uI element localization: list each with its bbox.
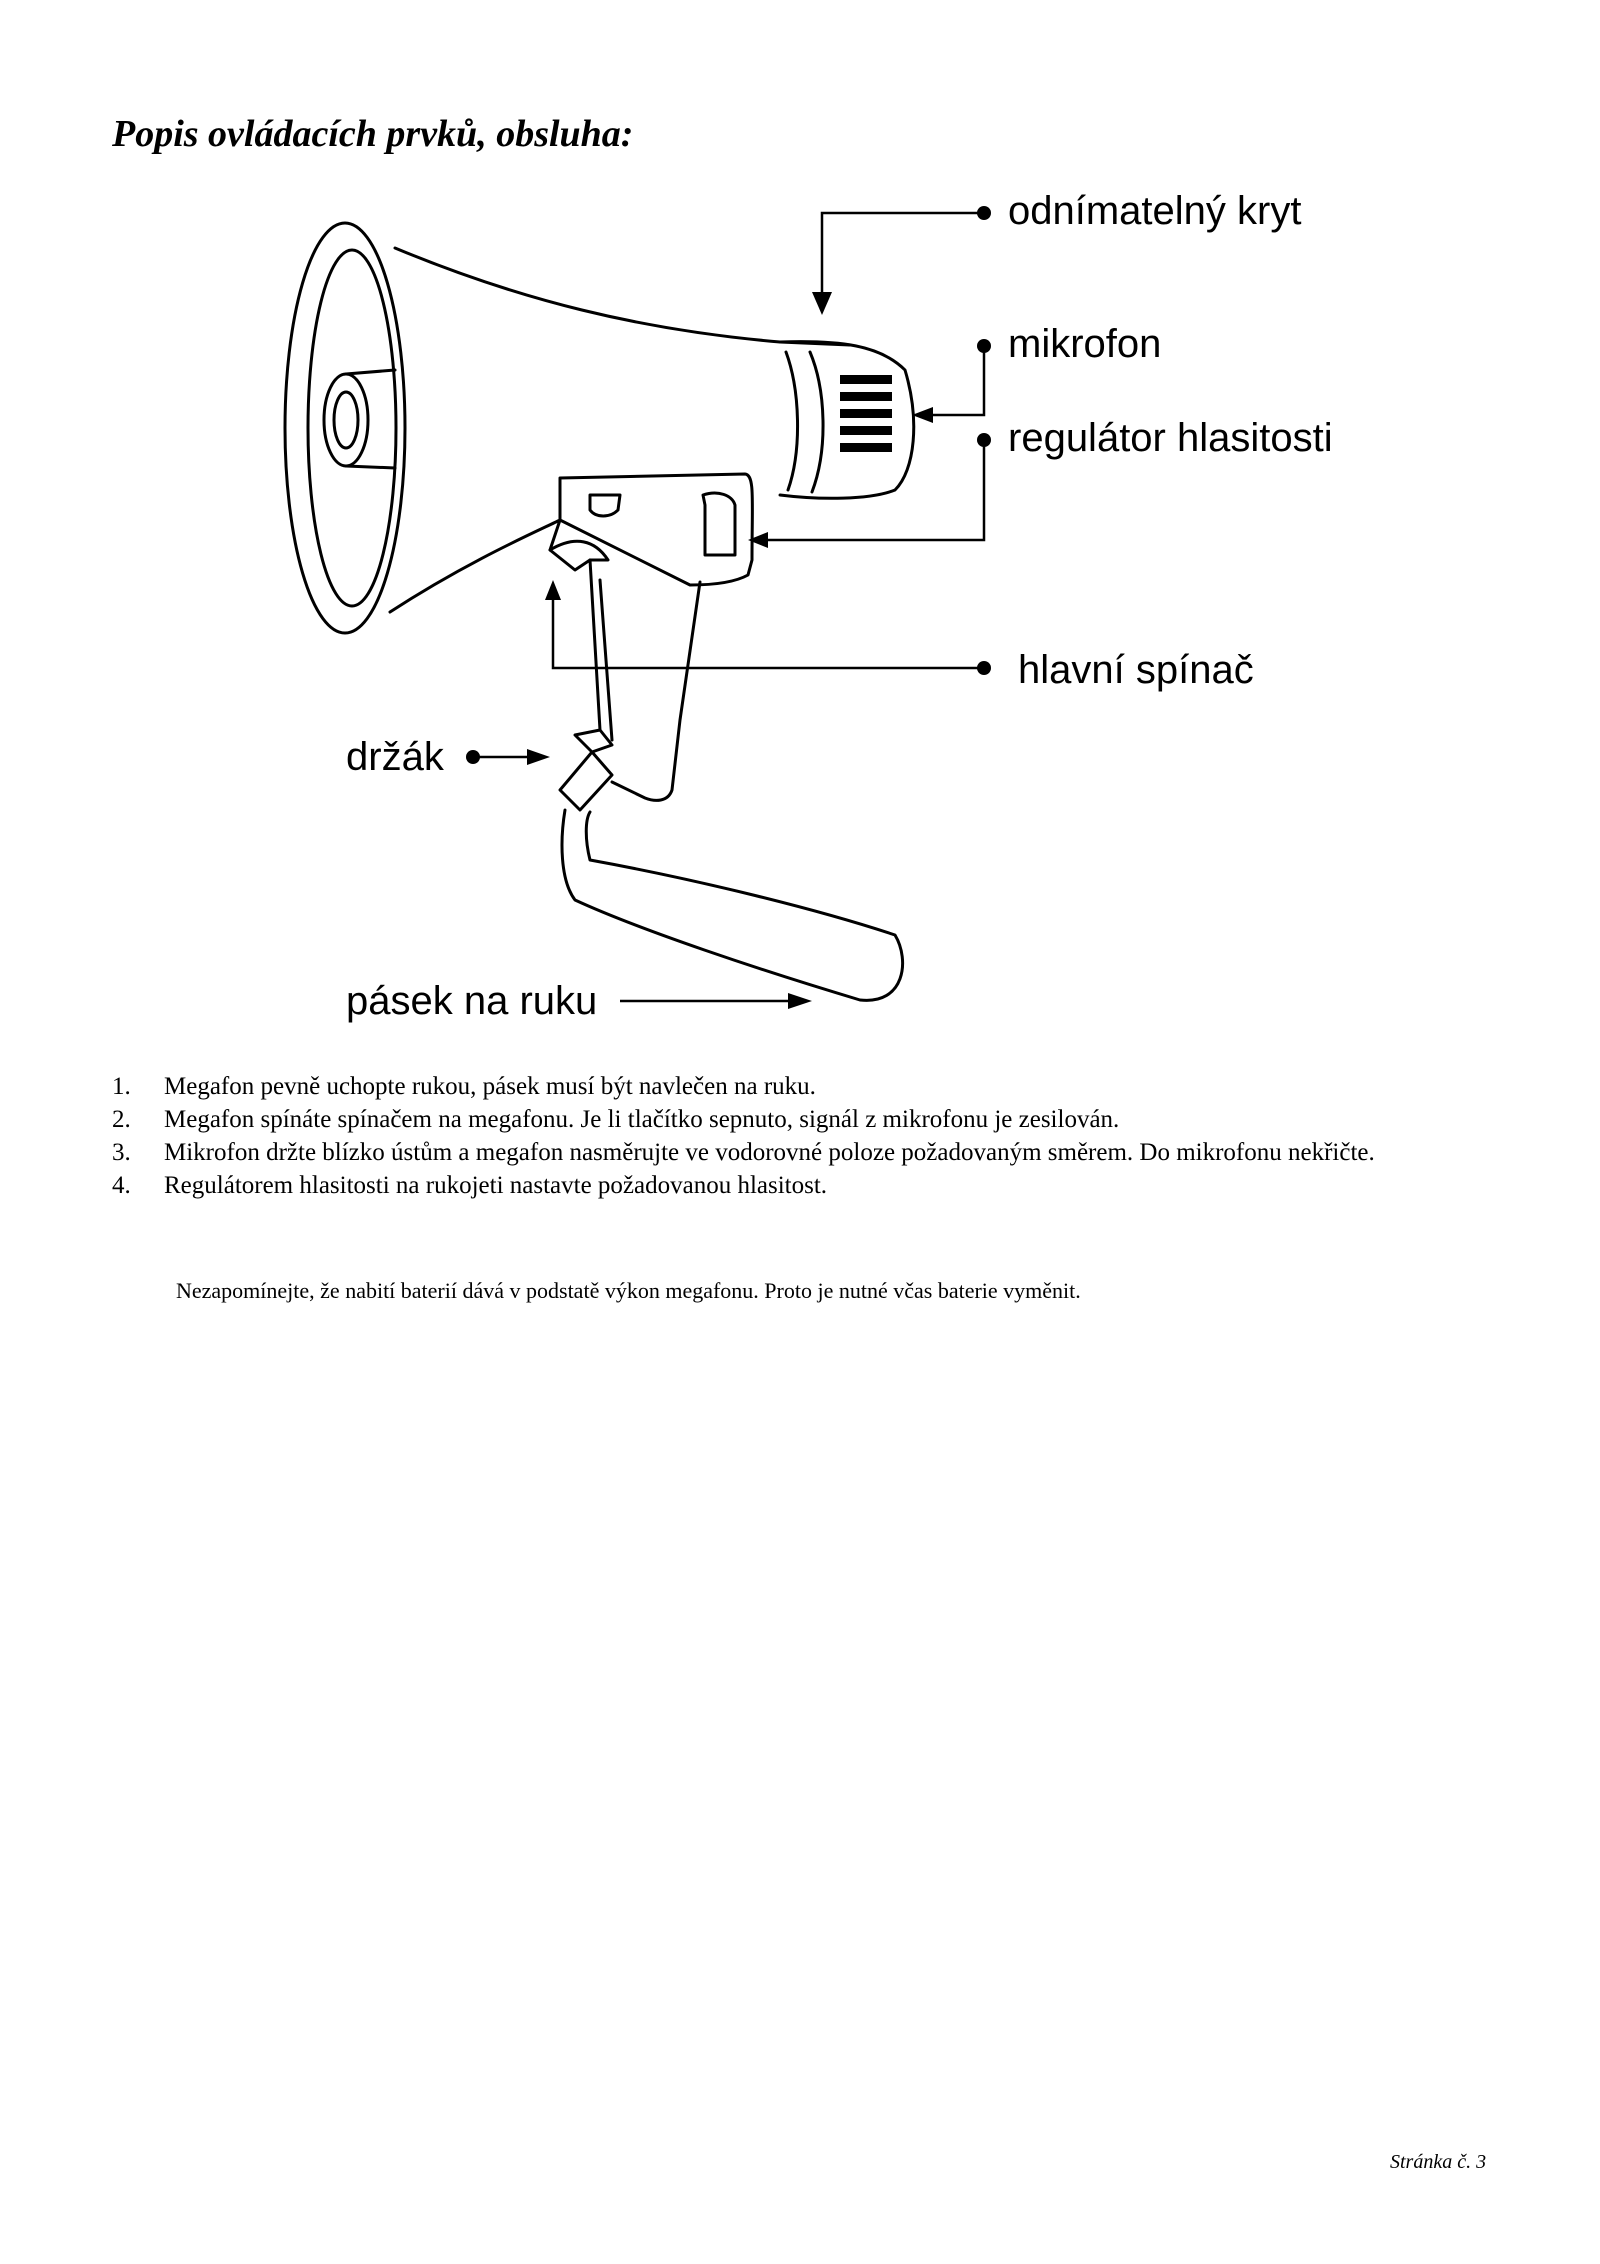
microphone-callout-dot [977, 339, 991, 353]
volume-callout-dot [977, 433, 991, 447]
switch-arrow-icon [545, 580, 561, 600]
step-number: 1. [112, 1073, 131, 1100]
throat-outer [324, 374, 368, 466]
list-item [112, 1103, 1512, 1136]
battery-note: Nezapomínejte, že nabití baterií dává v podstatě výkon megafonu. Proto je nutné včas baterie vyměnit. [176, 1278, 1081, 1303]
throat-inner [334, 392, 358, 448]
wrist-strap [562, 810, 903, 1000]
rear-housing [780, 342, 914, 499]
step-number: 2. [112, 1106, 131, 1133]
handle-housing [560, 474, 752, 585]
microphone-grille-icon [840, 375, 892, 452]
list-item [112, 1169, 1512, 1202]
grip [612, 582, 700, 800]
cover-arrow-icon [812, 292, 832, 315]
label-main-switch: hlavní spínač [1018, 648, 1254, 692]
page-heading: Popis ovládacích prvků, obsluha: [112, 113, 634, 155]
step-text: Mikrofon držte blízko ústům a megafon nasměrujte ve vodorovné poloze požadovaným směrem. Do mikrofonu nekřičte. [164, 1139, 1375, 1166]
holder-clip [560, 730, 612, 810]
list-item [112, 1136, 1512, 1169]
label-holder: držák [346, 735, 444, 779]
list-item [112, 1070, 1512, 1103]
label-cover: odnímatelný kryt [1008, 189, 1302, 233]
step-number: 3. [112, 1139, 131, 1166]
step-text: Megafon spínáte spínačem na megafonu. Je li tlačítko sepnuto, signál z mikrofonu je zesilován. [164, 1106, 1120, 1133]
strap-arrow-icon [788, 993, 812, 1009]
bell-outer-rim [285, 223, 405, 633]
label-microphone: mikrofon [1008, 322, 1162, 366]
label-volume: regulátor hlasitosti [1008, 416, 1333, 460]
page-number: Stránka č. 3 [1390, 2151, 1487, 2173]
instruction-list [112, 1070, 1512, 1202]
cover-callout-dot [977, 206, 991, 220]
holder-callout-dot [466, 750, 480, 764]
horn-body [390, 248, 850, 612]
megaphone-diagram [0, 0, 1600, 1040]
step-number: 4. [112, 1172, 131, 1199]
step-text: Regulátorem hlasitosti na rukojeti nastavte požadovanou hlasitost. [164, 1172, 828, 1199]
label-strap: pásek na ruku [346, 979, 598, 1023]
holder-arrow-icon [527, 749, 550, 765]
step-text: Megafon pevně uchopte rukou, pásek musí být navlečen na ruku. [164, 1073, 816, 1100]
switch-callout-dot [977, 661, 991, 675]
bell-inner-rim [308, 250, 396, 606]
